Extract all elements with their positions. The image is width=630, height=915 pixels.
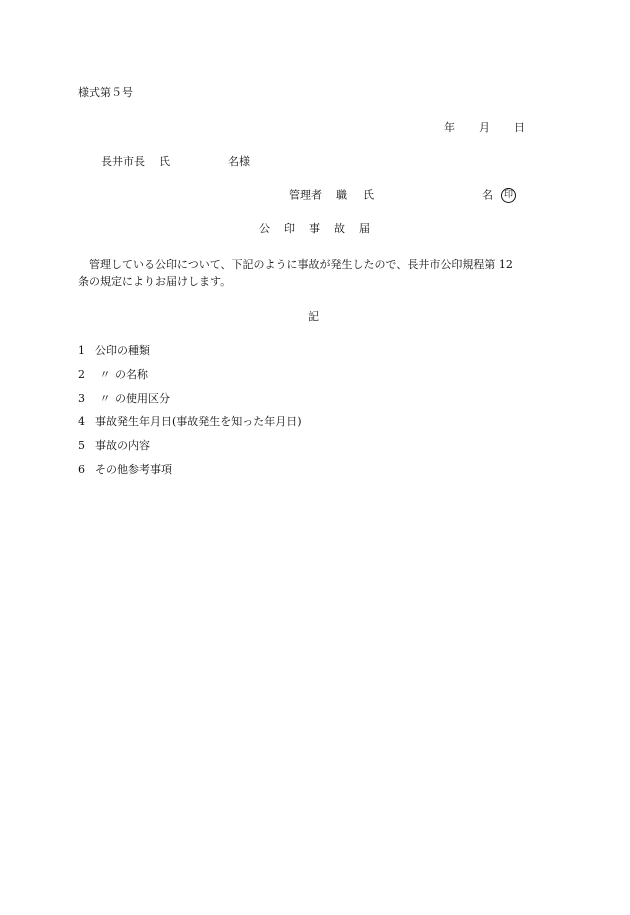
item-text: 事故発生年月日(事故発生を知った年月日) bbox=[95, 415, 302, 429]
date-year: 年 bbox=[444, 121, 455, 134]
seal-mark: 印 bbox=[501, 188, 516, 203]
date-line bbox=[444, 121, 525, 135]
title-char: 印 bbox=[284, 222, 295, 235]
ki-heading: 記 bbox=[308, 310, 319, 323]
manager-title-char: 職 bbox=[336, 188, 347, 202]
title-char: 故 bbox=[334, 222, 345, 235]
addressee bbox=[101, 155, 250, 169]
form-number: 様式第５号 bbox=[78, 86, 133, 99]
document-title bbox=[259, 222, 370, 236]
manager-line bbox=[289, 188, 516, 203]
item-text: の使用区分 bbox=[115, 391, 170, 405]
addressee-honorific: 名様 bbox=[228, 155, 250, 168]
list-item bbox=[78, 368, 302, 392]
body-line-2: 条の規定によりお届けします。 bbox=[78, 275, 232, 288]
list-item bbox=[78, 439, 302, 463]
addressee-name-label: 氏 bbox=[159, 155, 170, 168]
title-char: 公 bbox=[259, 222, 270, 235]
date-day: 日 bbox=[514, 121, 525, 134]
ditto-mark: 〃 bbox=[99, 367, 111, 381]
item-text: の名称 bbox=[115, 367, 148, 381]
item-number: 1 bbox=[78, 344, 85, 357]
item-number: 6 bbox=[78, 462, 85, 476]
list-item bbox=[78, 344, 302, 368]
item-text: 事故の内容 bbox=[95, 439, 150, 453]
ditto-mark: 〃 bbox=[99, 391, 111, 405]
item-text: 公印の種類 bbox=[95, 344, 150, 357]
item-number: 5 bbox=[78, 439, 85, 453]
list-item bbox=[78, 392, 302, 416]
body-line-1: 管理している公印について、下記のように事故が発生したので、長井市公印規程第 12 bbox=[89, 258, 513, 271]
list-item bbox=[78, 415, 302, 439]
item-number: 2 bbox=[78, 367, 85, 381]
title-char: 事 bbox=[309, 222, 320, 235]
addressee-mayor: 長井市長 bbox=[101, 155, 145, 168]
date-month: 月 bbox=[479, 121, 490, 134]
item-number: 3 bbox=[78, 391, 85, 405]
list-item bbox=[78, 463, 302, 487]
manager-label: 管理者 bbox=[289, 188, 322, 202]
title-char: 届 bbox=[359, 222, 370, 235]
manager-name-char1: 氏 bbox=[363, 188, 374, 202]
item-list bbox=[78, 344, 302, 487]
body-paragraph bbox=[78, 256, 566, 290]
item-text: その他参考事項 bbox=[95, 462, 172, 476]
item-number: 4 bbox=[78, 415, 85, 429]
manager-name-char2: 名 bbox=[482, 188, 493, 202]
